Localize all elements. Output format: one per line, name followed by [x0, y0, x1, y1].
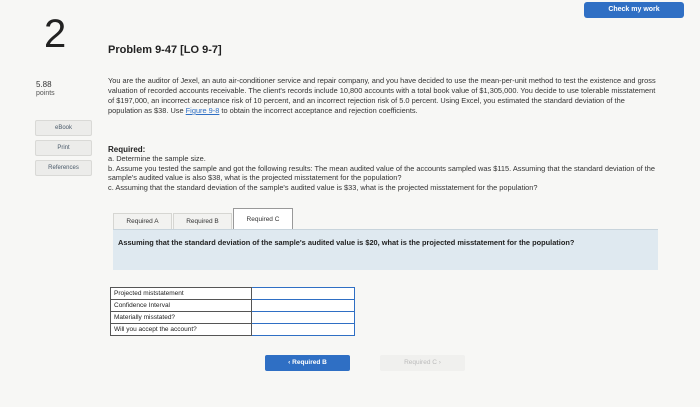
confidence-interval-input[interactable] — [252, 300, 355, 312]
row-label: Materially misstated? — [111, 312, 252, 324]
table-row — [111, 288, 355, 300]
references-button[interactable]: References — [35, 160, 92, 176]
next-required-c-button[interactable] — [380, 355, 465, 371]
points-label: points — [36, 90, 55, 97]
row-label: Will you accept the account? — [111, 324, 252, 336]
points-value: 5.88 — [36, 80, 52, 89]
row-label: Projected miststatement — [111, 288, 252, 300]
panel-question-text: Assuming that the standard deviation of the sample's audited value is $20, what is the projected misstatement for the population? — [118, 238, 575, 247]
prev-label: Required B — [292, 359, 327, 366]
left-column — [0, 0, 95, 407]
prev-required-b-button[interactable] — [265, 355, 350, 371]
intro-text: You are the auditor of Jexel, an auto air-conditioner service and repair company, and you have decided to use the mean-per-unit method to test the existence and gross valuation of recorded accounts receivable. The client's records include 10,800 accounts with a total book value of $1,305,000. You decide to use tolerable misstatement of $197,000, an incorrect acceptance risk of 10 percent, and an incorrect rejection risk of 5.0 percent. Using Excel, you estimated the standard deviation of the population as $38. Use — [108, 76, 656, 115]
table-row — [111, 300, 355, 312]
question-number: 2 — [44, 12, 67, 56]
problem-title: Problem 9-47 [LO 9-7] — [108, 44, 222, 56]
required-b-text: b. Assume you tested the sample and got the following results: The mean audited value of the accounts sampled was $115. Assuming that the standard deviation of the sample's audited value is also $38, what is the projected misstatement for the population? — [108, 163, 655, 182]
table-row — [111, 324, 355, 336]
question-panel — [113, 229, 658, 270]
accept-account-select[interactable] — [252, 324, 355, 336]
ebook-button[interactable]: eBook — [35, 120, 92, 136]
required-list — [108, 154, 663, 192]
projected-misstatement-input[interactable] — [252, 288, 355, 300]
tab-required-a[interactable]: Required A — [113, 213, 172, 231]
chevron-right-icon: › — [438, 359, 441, 366]
materially-misstated-select[interactable] — [252, 312, 355, 324]
intro-text-end: to obtain the incorrect acceptance and rejection coefficients. — [221, 106, 418, 115]
problem-intro — [108, 76, 658, 116]
tab-required-b[interactable]: Required B — [173, 213, 232, 231]
row-label: Confidence Interval — [111, 300, 252, 312]
check-my-work-button[interactable]: Check my work — [584, 2, 684, 18]
answer-table — [110, 287, 355, 336]
table-row — [111, 312, 355, 324]
print-button[interactable]: Print — [35, 140, 92, 156]
figure-link[interactable]: Figure 9-8 — [185, 106, 220, 115]
required-a-text: a. Determine the sample size. — [108, 154, 206, 163]
required-c-text: c. Assuming that the standard deviation of the sample's audited value is $33, what is the projected misstatement for the population? — [108, 182, 538, 192]
tab-required-c[interactable]: Required C — [233, 208, 293, 231]
chevron-left-icon: ‹ — [288, 359, 291, 366]
required-heading: Required: — [108, 145, 146, 154]
next-label: Required C — [404, 359, 437, 366]
